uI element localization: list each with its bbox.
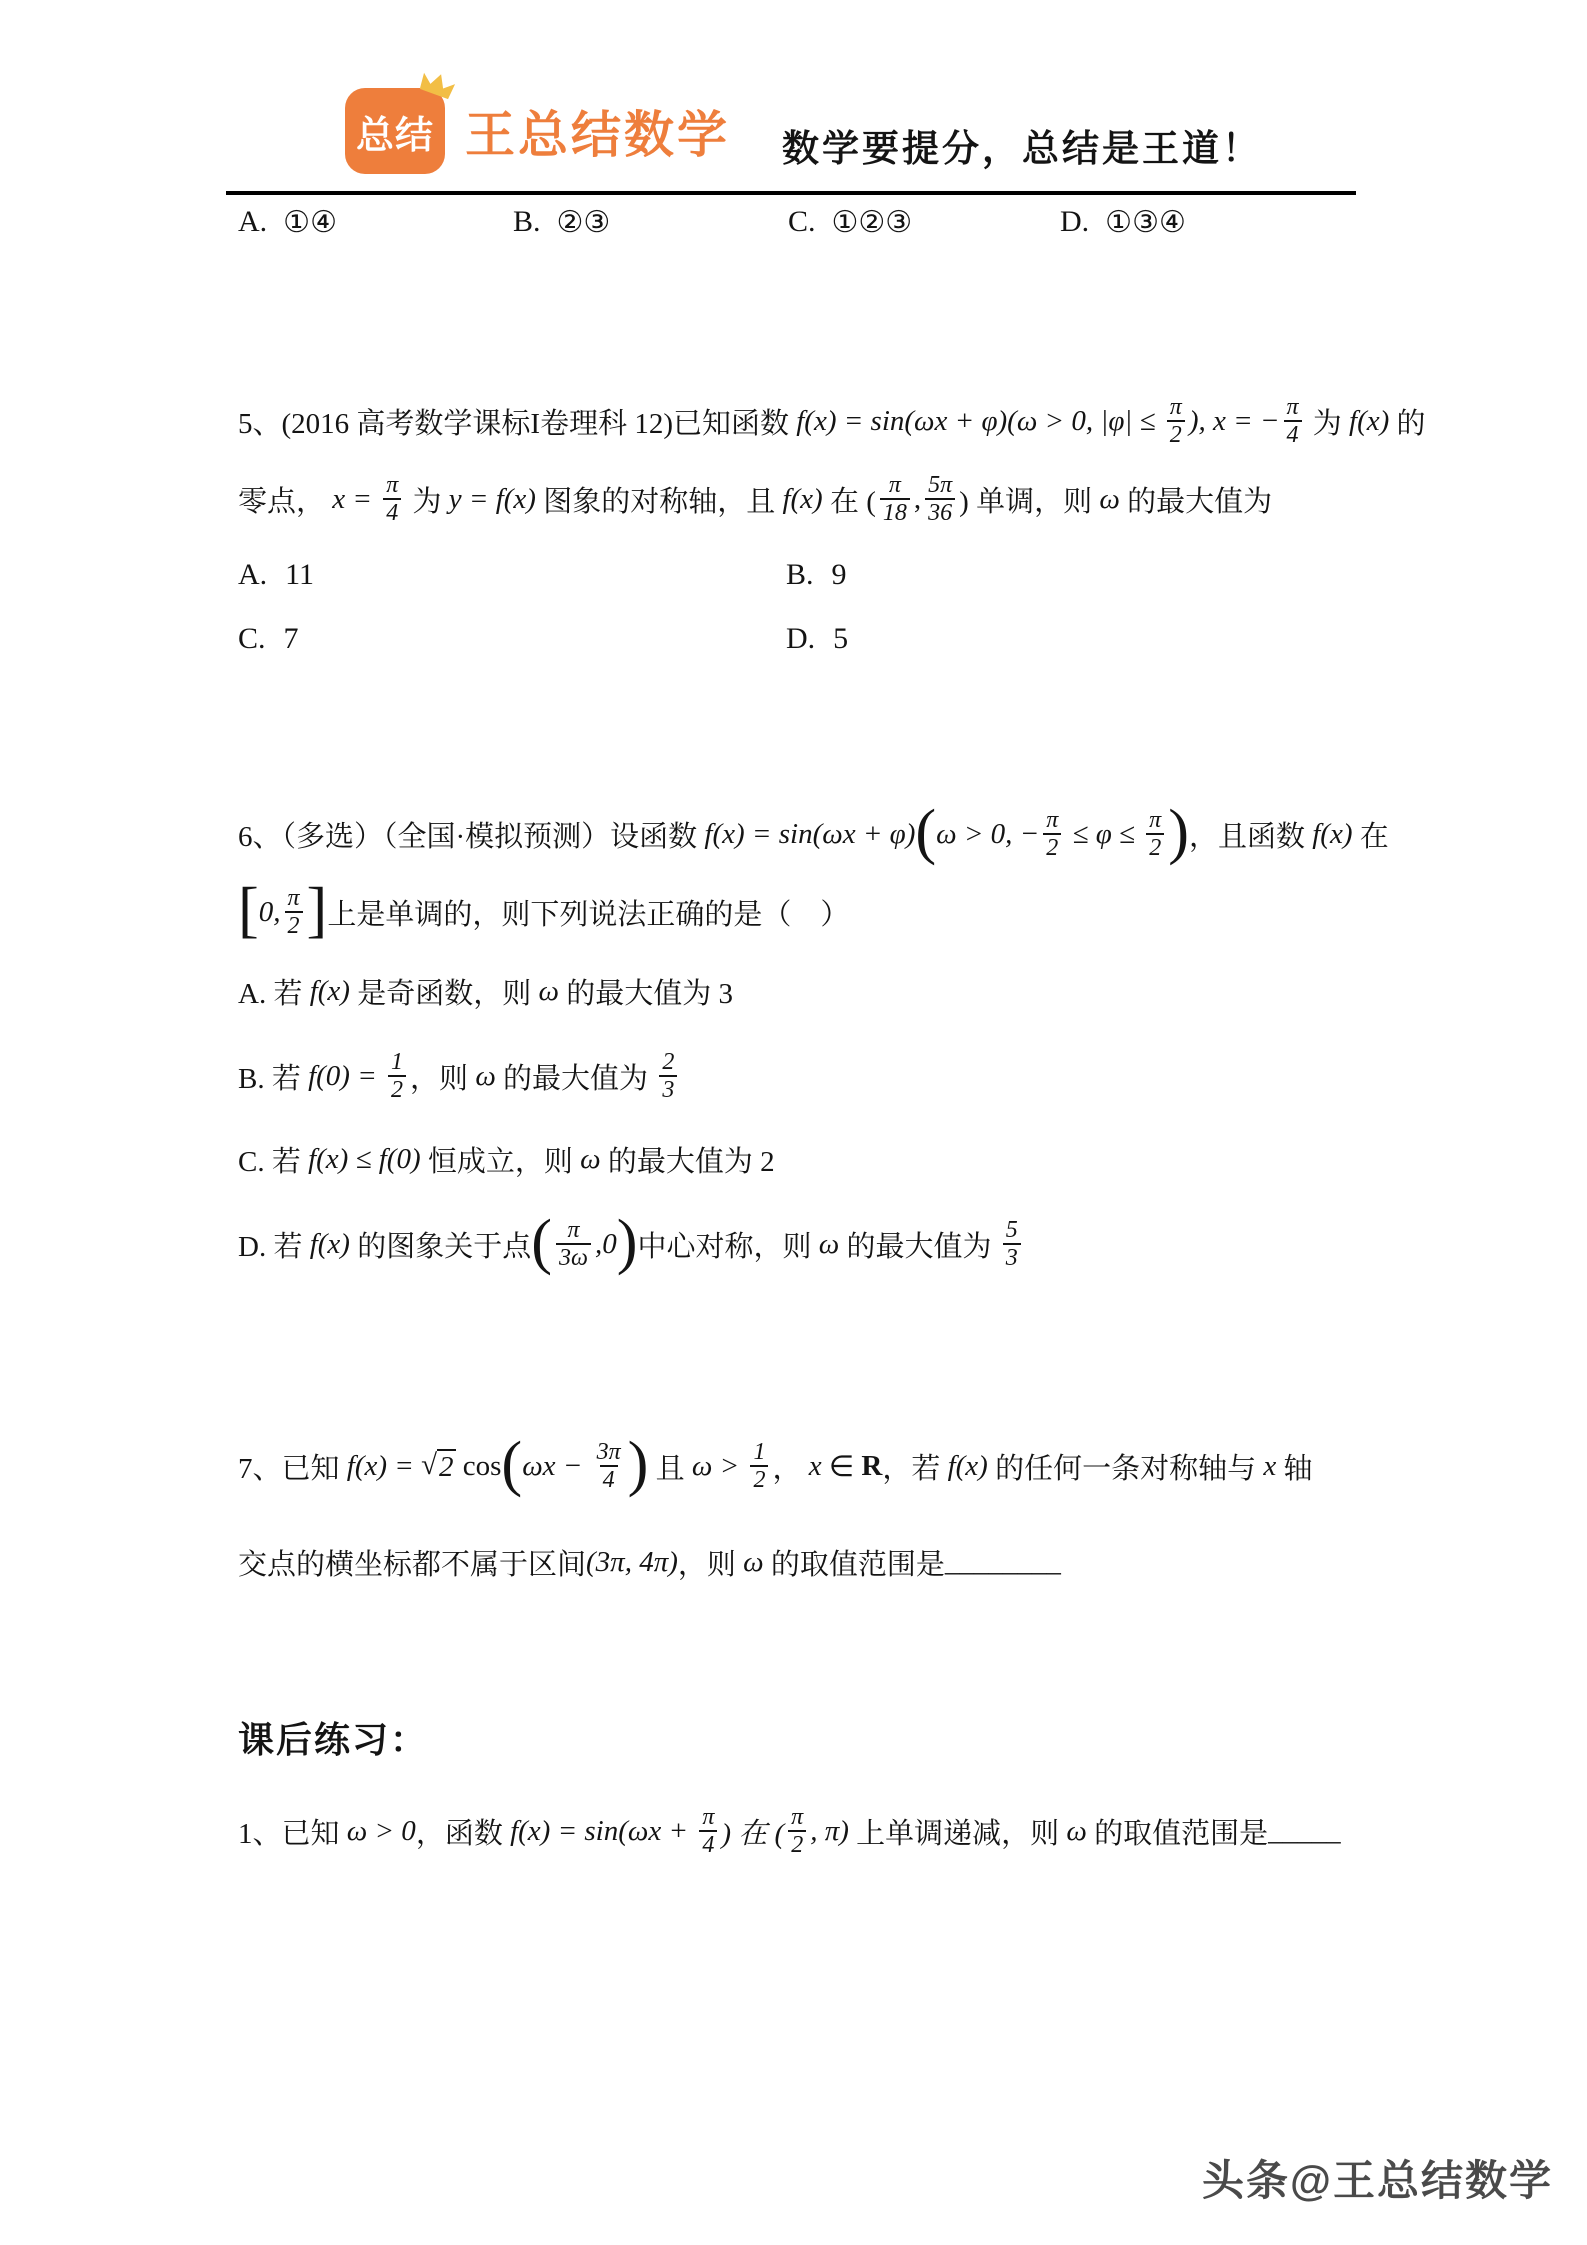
logo-badge-text: 总结 <box>355 114 434 157</box>
problem7-line1: 7、已知 f(x) = √ 2 cos ( ωx − $\frac{3\pi}{4}$ ) 且 ω > $\frac{1}{2}$ ， x ∈ R ，若 f(x) 的任何一条对称轴与 x 轴 <box>238 1428 1313 1498</box>
option-letter: C. <box>788 205 816 238</box>
option-letter: D. <box>786 622 816 655</box>
logo-badge-icon <box>345 88 445 174</box>
option-value: 7 <box>283 622 299 655</box>
option-value: 5 <box>833 622 849 655</box>
problem5-option-c <box>238 597 299 681</box>
problem5-line2: 零点， x = $\frac{\pi}{4}$ 为 y = f(x) 图象的对称轴，且 f(x) 在 ( $\frac{\pi}{18}$ , $\frac{5\pi}{36}$ ) 单调，则 ω 的最大值为 <box>238 471 1273 526</box>
answer-option-a <box>238 180 337 264</box>
answer-option-d <box>1060 180 1186 264</box>
problem6-option-c: C. 若 f(x) ≤ f(0) 恒成立，则 ω 的最大值为 2 <box>238 1142 775 1178</box>
option-value: ②③ <box>556 205 611 239</box>
practice-section-heading: 课后练习： <box>238 1720 429 1760</box>
practice-question-1: 1、已知 ω > 0 ，函数 f(x) = sin(ωx + $\frac{\pi}{4}$ ) 在 ( $\frac{\pi}{2}$ , π) 上单调递减，则 ω 的取值范围是 _____ <box>238 1803 1341 1858</box>
answer-option-c <box>788 180 912 264</box>
answer-option-b <box>513 180 610 264</box>
option-letter: C. <box>238 622 266 655</box>
option-letter: B. <box>786 558 814 591</box>
option-letter: A. <box>238 558 268 591</box>
option-value: 11 <box>285 558 315 591</box>
brand-logo <box>345 88 730 174</box>
option-value: 9 <box>831 558 847 591</box>
problem6-option-d: D. 若 f(x) 的图象关于点 ( $\frac{\pi}{3\omega}$ ,0 ) 中心对称，则 ω 的最大值为 $\frac{5}{3}$ <box>238 1202 1025 1286</box>
problem7-line2: 交点的横坐标都不属于区间 (3π, 4π) ，则 ω 的取值范围是 ________ <box>238 1545 1061 1581</box>
problem6-line2: [ 0, $\frac{\pi}{2}$ ] 上是单调的，则下列说法正确的是（ ） <box>238 874 850 944</box>
option-letter: D. <box>1060 205 1090 238</box>
option-value: ①④ <box>283 205 337 239</box>
problem6-line1: 6、（多选）（全国·模拟预测）设函数 f(x) = sin(ωx + φ) ( ω > 0, − $\frac{\pi}{2}$ ≤ φ ≤ $\frac{\pi}{2}$ ) ，且函数 f(x) 在 <box>238 796 1389 866</box>
option-letter: A. <box>238 205 268 238</box>
problem5-line1: 5、(2016 高考数学课标I卷理科 12)已知函数 f(x) = sin(ωx + φ)(ω > 0, |φ| ≤ $\frac{\pi}{2}$ ), x = − $\frac{\pi}{4}$ 为 f(x) 的 <box>238 393 1426 448</box>
problem5-option-d <box>786 597 848 681</box>
problem6-option-a: A. 若 f(x) 是奇函数，则 ω 的最大值为 3 <box>238 974 733 1010</box>
option-value: ①③④ <box>1105 205 1186 239</box>
option-letter: B. <box>513 205 541 238</box>
watermark-text: 头条@王总结数学 <box>1202 2157 1553 2204</box>
crown-icon <box>415 67 458 105</box>
problem6-option-b: B. 若 f(0) = $\frac{1}{2}$ ，则 ω 的最大值为 $\frac{2}{3}$ <box>238 1034 681 1118</box>
logo-title: 王总结数学 <box>465 107 730 163</box>
slogan-text: 数学要提分，总结是王道！ <box>782 129 1262 170</box>
option-value: ①②③ <box>831 205 913 239</box>
